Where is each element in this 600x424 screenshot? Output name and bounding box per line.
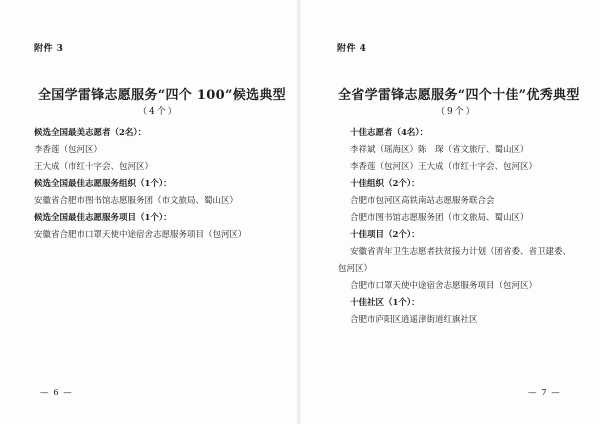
left-attachment-label: 附件 3	[34, 44, 64, 54]
right-line-11: 合肥市庐阳区逍遥津街道红旗社区	[350, 315, 478, 325]
right-attachment-label: 附件 4	[337, 44, 367, 54]
right-page-count: （9个）	[436, 107, 477, 117]
right-line-6: 十佳项目（2个）：	[350, 230, 420, 240]
left-line-3: 候选全国最佳志愿服务组织（1个）：	[34, 179, 172, 189]
left-page-title: 全国学雷锋志愿服务“四个 100”候选典型	[38, 88, 286, 103]
left-line-1: 李香莲（包河区）	[34, 145, 103, 155]
right-line-8: 包河区）	[338, 264, 373, 274]
left-line-5: 候选全国最佳志愿服务项目（1个）：	[34, 213, 172, 223]
right-line-4: 合肥市包河区高铁南站志愿服务联合会	[350, 196, 495, 206]
right-page	[300, 0, 600, 424]
right-line-1: 李祥斌（瑶海区）陈 琛（省文旅厅、蜀山区）	[350, 145, 529, 155]
left-page-count: （4个）	[138, 107, 179, 117]
right-page-number: — 7 —	[528, 388, 561, 398]
left-line-6: 安徽省合肥市口罩天使中途宿舍志愿服务项目（包河区）	[34, 230, 247, 240]
right-line-5: 合肥市图书馆志愿服务团（市文旅局、蜀山区）	[350, 213, 529, 223]
right-line-0: 十佳志愿者（4名）：	[350, 128, 429, 138]
left-line-4: 安徽省合肥市图书馆志愿服务团（市文旅局、蜀山区）	[34, 196, 239, 206]
right-line-7: 安徽省青年卫生志愿者扶贫接力计划（团省委、省卫建委、	[350, 247, 572, 257]
right-page-title: 全省学雷锋志愿服务“四个十佳”优秀典型	[338, 88, 580, 103]
right-line-9: 合肥市口罩天使中途宿舍志愿服务项目（包河区）	[350, 281, 538, 291]
right-line-10: 十佳社区（1个）：	[350, 298, 420, 308]
left-line-2: 王大成（市红十字会、包河区）	[34, 162, 154, 172]
right-line-3: 十佳组织（2个）：	[350, 179, 420, 189]
right-line-2: 李香莲（包河区）王大成（市红十字会、包河区）	[350, 162, 538, 172]
left-page-number: — 6 —	[40, 388, 73, 398]
left-line-0: 候选全国最美志愿者（2名）：	[34, 128, 147, 138]
